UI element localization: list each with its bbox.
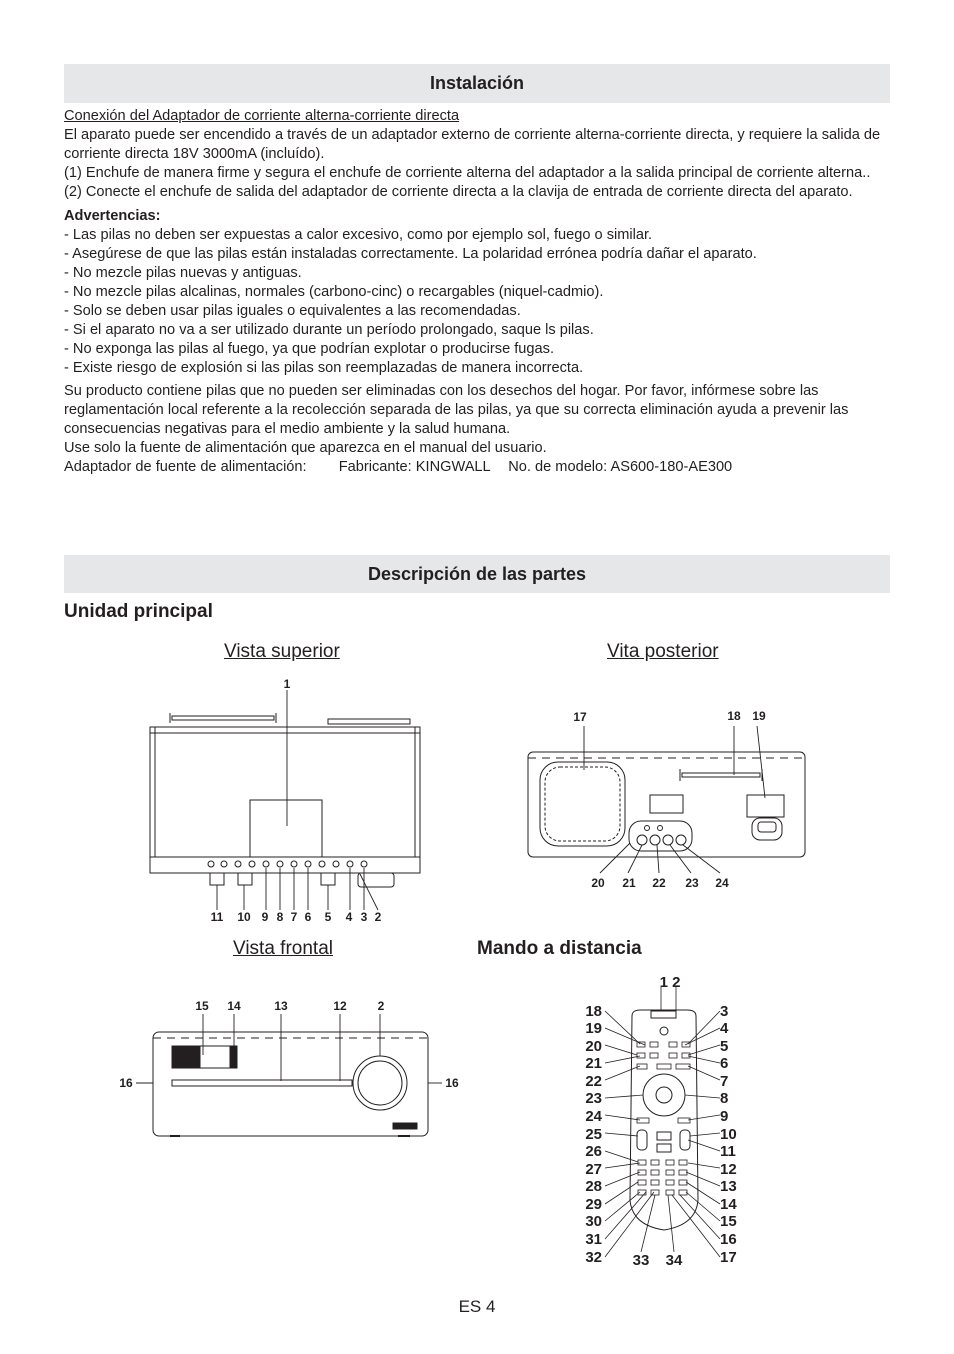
warning-item: - No exponga las pilas al fuego, ya que podrían explotar o producirse fugas. <box>64 341 555 357</box>
warnings-title: Advertencias: <box>64 208 161 224</box>
front-view-diagram <box>110 990 470 1145</box>
remote-label: 10 <box>720 1126 737 1143</box>
top-label: 5 <box>324 910 332 924</box>
front-label: 2 <box>377 999 385 1013</box>
remote-label: 7 <box>720 1073 729 1090</box>
remote-label: 17 <box>720 1249 737 1266</box>
top-label: 3 <box>360 910 368 924</box>
remote-label: 19 <box>585 1020 602 1037</box>
adapter-line <box>64 458 894 477</box>
remote-label: 22 <box>585 1073 602 1090</box>
install-title: Instalación <box>429 73 525 93</box>
top-label: 7 <box>290 910 298 924</box>
front-view-heading: Vista frontal <box>233 938 333 959</box>
top-view-diagram <box>140 670 440 930</box>
remote-label: 1 2 <box>659 974 681 991</box>
install-subtitle: Conexión del Adaptador de corriente alterna-corriente directa <box>64 108 460 124</box>
remote-control-diagram <box>570 965 750 1275</box>
top-label: 1 <box>283 677 291 691</box>
use-only-text: Use solo la fuente de alimentación que aparezca en el manual del usuario. <box>64 440 547 456</box>
remote-label: 23 <box>585 1090 602 1107</box>
remote-label: 21 <box>585 1055 602 1072</box>
remote-label: 30 <box>585 1213 602 1230</box>
remote-label: 34 <box>665 1252 683 1269</box>
main-unit-heading: Unidad principal <box>64 601 213 622</box>
remote-label: 4 <box>720 1020 729 1037</box>
adapter-model: No. de modelo: AS600-180-AE300 <box>508 459 733 475</box>
warning-item: - Si el aparato no va a ser utilizado durante un período prolongado, saque ls pilas. <box>64 322 594 338</box>
install-intro: El aparato puede ser encendido a través de un adaptador externo de corriente alterna-corriente directa, y requiere la salida de corriente directa 18V 3000mA (incluído). <box>64 127 881 162</box>
remote-label: 32 <box>585 1249 602 1266</box>
remote-label: 13 <box>720 1178 737 1195</box>
remote-label: 31 <box>585 1231 602 1248</box>
remote-label: 6 <box>720 1055 729 1072</box>
warning-item: - No mezcle pilas alcalinas, normales (carbono-cinc) o recargables (niquel-cadmio). <box>64 284 604 300</box>
warning-item: - Asegúrese de que las pilas están instaladas correctamente. La polaridad errónea podría dañar el aparato. <box>64 246 757 262</box>
top-label: 6 <box>304 910 312 924</box>
remote-label: 11 <box>720 1143 736 1160</box>
remote-label: 8 <box>720 1090 729 1107</box>
remote-label: 3 <box>720 1003 729 1020</box>
remote-label: 28 <box>585 1178 602 1195</box>
top-label: 8 <box>276 910 284 924</box>
rear-view-heading: Vita posterior <box>607 641 719 662</box>
parts-section-header <box>64 555 890 593</box>
rear-view-diagram <box>520 700 815 895</box>
rear-label: 21 <box>622 876 636 890</box>
remote-label: 24 <box>585 1108 602 1125</box>
top-view-heading: Vista superior <box>224 641 340 662</box>
rear-label: 18 <box>727 709 741 723</box>
remote-label: 20 <box>585 1038 602 1055</box>
remote-label: 16 <box>720 1231 737 1248</box>
install-body <box>64 107 894 477</box>
remote-label: 15 <box>720 1213 737 1230</box>
disposal-text: Su producto contiene pilas que no pueden ser eliminadas con los desechos del hogar. Por favor, infórmese sobre las reglamentación local referente a la recolección separada de las pilas, ya que su correcta eliminación ayuda a prevenir las consecuencias negativas para el medio ambiente y la salud humana. <box>64 383 849 437</box>
rear-label: 24 <box>715 876 729 890</box>
rear-label: 23 <box>685 876 699 890</box>
warning-item: - Existe riesgo de explosión si las pilas son reemplazadas de manera incorrecta. <box>64 360 584 376</box>
page-number: ES 4 <box>458 1297 496 1316</box>
top-label: 9 <box>261 910 269 924</box>
install-step-2: (2) Conecte el enchufe de salida del adaptador de corriente directa a la clavija de entrada de corriente directa del aparato. <box>64 184 853 200</box>
warning-item: - Solo se deben usar pilas iguales o equivalentes a las recomendadas. <box>64 303 521 319</box>
adapter-label: Adaptador de fuente de alimentación: <box>64 459 307 475</box>
rear-label: 22 <box>652 876 666 890</box>
install-step-1: (1) Enchufe de manera firme y segura el enchufe de corriente alterna del adaptador a la salida principal de corriente alterna.. <box>64 165 871 181</box>
rear-label: 19 <box>752 709 766 723</box>
remote-label: 18 <box>585 1003 602 1020</box>
front-label: 13 <box>274 999 288 1013</box>
adapter-maker: Fabricante: KINGWALL <box>338 459 491 475</box>
remote-label: 5 <box>720 1038 729 1055</box>
remote-label: 25 <box>585 1126 602 1143</box>
remote-label: 14 <box>720 1196 737 1213</box>
remote-label: 12 <box>720 1161 737 1178</box>
remote-label: 26 <box>585 1143 602 1160</box>
warning-item: - Las pilas no deben ser expuestas a calor excesivo, como por ejemplo sol, fuego o similar. <box>64 227 653 243</box>
install-section-header <box>64 64 890 103</box>
front-label: 16 <box>119 1076 133 1090</box>
remote-label: 27 <box>585 1161 602 1178</box>
top-label: 11 <box>210 910 224 924</box>
remote-label: 9 <box>720 1108 729 1125</box>
front-label: 16 <box>445 1076 459 1090</box>
warning-item: - No mezcle pilas nuevas y antiguas. <box>64 265 302 281</box>
parts-title: Descripción de las partes <box>367 564 587 584</box>
front-label: 14 <box>227 999 241 1013</box>
rear-label: 20 <box>591 876 605 890</box>
rear-label: 17 <box>573 710 587 724</box>
front-label: 12 <box>333 999 347 1013</box>
front-label: 15 <box>195 999 209 1013</box>
remote-label: 33 <box>632 1252 650 1269</box>
remote-heading: Mando a distancia <box>477 938 642 959</box>
top-label: 10 <box>237 910 251 924</box>
top-label: 4 <box>345 910 353 924</box>
remote-label: 29 <box>585 1196 602 1213</box>
top-label: 2 <box>374 910 382 924</box>
